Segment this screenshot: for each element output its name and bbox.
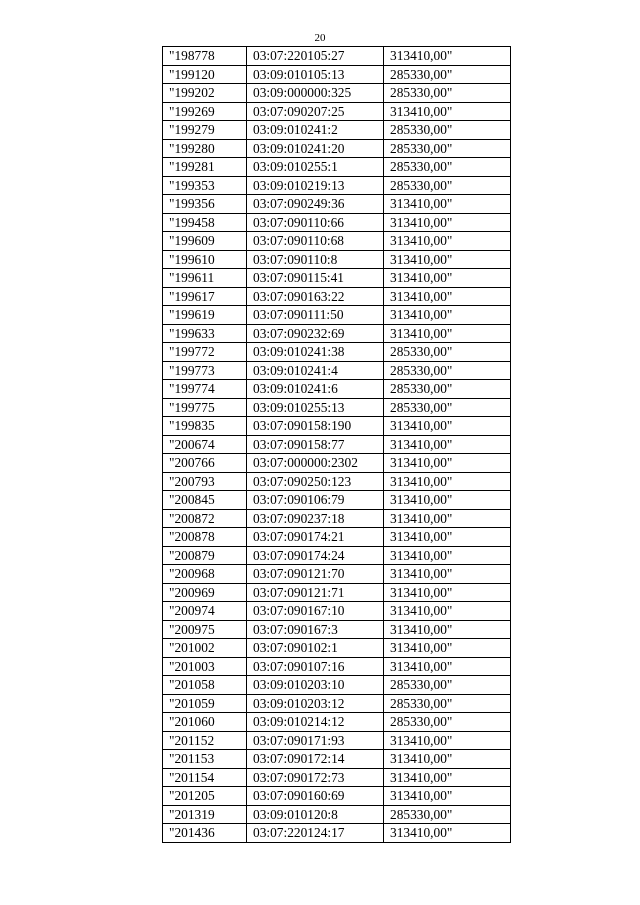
record-id-cell: "199772 [163,343,247,362]
amount-cell: 313410,00" [384,250,511,269]
record-id-cell: "200872 [163,509,247,528]
records-table [162,46,511,843]
cadastral-number-cell: 03:09:010120:8 [247,805,384,824]
table-row [163,121,511,140]
cadastral-number-cell: 03:09:010203:12 [247,694,384,713]
amount-cell: 285330,00" [384,176,511,195]
record-id-cell: "201002 [163,639,247,658]
cadastral-number-cell: 03:07:090167:3 [247,620,384,639]
table-row [163,398,511,417]
table-row [163,269,511,288]
record-id-cell: "199611 [163,269,247,288]
record-id-cell: "201205 [163,787,247,806]
amount-cell: 313410,00" [384,583,511,602]
table-row [163,232,511,251]
amount-cell: 285330,00" [384,805,511,824]
cadastral-number-cell: 03:07:090110:66 [247,213,384,232]
table-row [163,102,511,121]
amount-cell: 313410,00" [384,213,511,232]
amount-cell: 313410,00" [384,417,511,436]
amount-cell: 313410,00" [384,768,511,787]
table-row [163,472,511,491]
record-id-cell: "200878 [163,528,247,547]
table-row [163,639,511,658]
record-id-cell: "201058 [163,676,247,695]
cadastral-number-cell: 03:07:090158:190 [247,417,384,436]
table-row [163,213,511,232]
table-row [163,694,511,713]
table-row [163,602,511,621]
record-id-cell: "200968 [163,565,247,584]
table-row [163,380,511,399]
cadastral-number-cell: 03:09:010255:1 [247,158,384,177]
table-row [163,491,511,510]
record-id-cell: "199775 [163,398,247,417]
table-row [163,250,511,269]
cadastral-number-cell: 03:07:090106:79 [247,491,384,510]
amount-cell: 313410,00" [384,528,511,547]
table-row [163,750,511,769]
cadastral-number-cell: 03:07:090237:18 [247,509,384,528]
table-row [163,546,511,565]
table-row [163,509,511,528]
table-row [163,139,511,158]
amount-cell: 313410,00" [384,435,511,454]
cadastral-number-cell: 03:07:090232:69 [247,324,384,343]
amount-cell: 285330,00" [384,65,511,84]
table-row [163,565,511,584]
amount-cell: 313410,00" [384,232,511,251]
amount-cell: 285330,00" [384,398,511,417]
cadastral-number-cell: 03:07:220124:17 [247,824,384,843]
record-id-cell: "198778 [163,47,247,66]
amount-cell: 313410,00" [384,454,511,473]
table-row [163,65,511,84]
cadastral-number-cell: 03:07:090249:36 [247,195,384,214]
record-id-cell: "199633 [163,324,247,343]
cadastral-number-cell: 03:07:090172:14 [247,750,384,769]
record-id-cell: "200879 [163,546,247,565]
amount-cell: 313410,00" [384,639,511,658]
amount-cell: 313410,00" [384,269,511,288]
table-row [163,713,511,732]
table-row [163,343,511,362]
record-id-cell: "201319 [163,805,247,824]
record-id-cell: "199609 [163,232,247,251]
amount-cell: 313410,00" [384,657,511,676]
record-id-cell: "199269 [163,102,247,121]
cadastral-number-cell: 03:09:010241:20 [247,139,384,158]
record-id-cell: "201154 [163,768,247,787]
record-id-cell: "199281 [163,158,247,177]
cadastral-number-cell: 03:07:090207:25 [247,102,384,121]
table-row [163,324,511,343]
table-row [163,306,511,325]
record-id-cell: "199619 [163,306,247,325]
records-table-body [163,47,511,843]
amount-cell: 313410,00" [384,824,511,843]
table-row [163,195,511,214]
record-id-cell: "199773 [163,361,247,380]
amount-cell: 285330,00" [384,713,511,732]
amount-cell: 313410,00" [384,620,511,639]
record-id-cell: "199835 [163,417,247,436]
amount-cell: 313410,00" [384,491,511,510]
record-id-cell: "200845 [163,491,247,510]
cadastral-number-cell: 03:07:090158:77 [247,435,384,454]
amount-cell: 313410,00" [384,47,511,66]
table-row [163,47,511,66]
amount-cell: 313410,00" [384,287,511,306]
record-id-cell: "201003 [163,657,247,676]
amount-cell: 285330,00" [384,343,511,362]
cadastral-number-cell: 03:09:010214:12 [247,713,384,732]
page-number: 20 [314,32,326,44]
table-row [163,287,511,306]
cadastral-number-cell: 03:07:090107:16 [247,657,384,676]
amount-cell: 285330,00" [384,380,511,399]
cadastral-number-cell: 03:09:010241:38 [247,343,384,362]
cadastral-number-cell: 03:09:010241:6 [247,380,384,399]
amount-cell: 285330,00" [384,121,511,140]
amount-cell: 313410,00" [384,546,511,565]
cadastral-number-cell: 03:07:090160:69 [247,787,384,806]
cadastral-number-cell: 03:09:010241:2 [247,121,384,140]
cadastral-number-cell: 03:09:010255:13 [247,398,384,417]
record-id-cell: "199458 [163,213,247,232]
cadastral-number-cell: 03:09:010241:4 [247,361,384,380]
amount-cell: 313410,00" [384,509,511,528]
record-id-cell: "201436 [163,824,247,843]
record-id-cell: "200674 [163,435,247,454]
cadastral-number-cell: 03:07:090250:123 [247,472,384,491]
cadastral-number-cell: 03:07:090111:50 [247,306,384,325]
table-row [163,620,511,639]
table-row [163,676,511,695]
cadastral-number-cell: 03:09:010203:10 [247,676,384,695]
amount-cell: 313410,00" [384,602,511,621]
amount-cell: 285330,00" [384,361,511,380]
record-id-cell: "199610 [163,250,247,269]
record-id-cell: "199280 [163,139,247,158]
record-id-cell: "200766 [163,454,247,473]
table-row [163,176,511,195]
cadastral-number-cell: 03:07:090102:1 [247,639,384,658]
amount-cell: 285330,00" [384,158,511,177]
table-row [163,824,511,843]
record-id-cell: "200975 [163,620,247,639]
table-row [163,731,511,750]
table-row [163,361,511,380]
amount-cell: 285330,00" [384,676,511,695]
record-id-cell: "199120 [163,65,247,84]
amount-cell: 313410,00" [384,731,511,750]
cadastral-number-cell: 03:07:090121:70 [247,565,384,584]
amount-cell: 313410,00" [384,787,511,806]
table-row [163,657,511,676]
cadastral-number-cell: 03:09:010105:13 [247,65,384,84]
cadastral-number-cell: 03:07:090174:21 [247,528,384,547]
record-id-cell: "199202 [163,84,247,103]
amount-cell: 313410,00" [384,324,511,343]
record-id-cell: "199617 [163,287,247,306]
amount-cell: 313410,00" [384,306,511,325]
record-id-cell: "201060 [163,713,247,732]
table-row [163,583,511,602]
table-row [163,454,511,473]
table-row [163,417,511,436]
record-id-cell: "200974 [163,602,247,621]
cadastral-number-cell: 03:07:090171:93 [247,731,384,750]
amount-cell: 285330,00" [384,694,511,713]
record-id-cell: "201059 [163,694,247,713]
table-row [163,528,511,547]
record-id-cell: "201153 [163,750,247,769]
amount-cell: 285330,00" [384,139,511,158]
record-id-cell: "201152 [163,731,247,750]
table-row [163,805,511,824]
amount-cell: 313410,00" [384,750,511,769]
cadastral-number-cell: 03:07:090174:24 [247,546,384,565]
cadastral-number-cell: 03:09:000000:325 [247,84,384,103]
cadastral-number-cell: 03:07:220105:27 [247,47,384,66]
record-id-cell: "200793 [163,472,247,491]
record-id-cell: "199353 [163,176,247,195]
amount-cell: 313410,00" [384,565,511,584]
cadastral-number-cell: 03:07:090110:68 [247,232,384,251]
record-id-cell: "199356 [163,195,247,214]
table-row [163,768,511,787]
cadastral-number-cell: 03:09:010219:13 [247,176,384,195]
record-id-cell: "199774 [163,380,247,399]
table-row [163,158,511,177]
cadastral-number-cell: 03:07:000000:2302 [247,454,384,473]
cadastral-number-cell: 03:07:090167:10 [247,602,384,621]
cadastral-number-cell: 03:07:090163:22 [247,287,384,306]
amount-cell: 285330,00" [384,84,511,103]
cadastral-number-cell: 03:07:090172:73 [247,768,384,787]
amount-cell: 313410,00" [384,195,511,214]
cadastral-number-cell: 03:07:090110:8 [247,250,384,269]
amount-cell: 313410,00" [384,472,511,491]
amount-cell: 313410,00" [384,102,511,121]
table-row [163,435,511,454]
table-row [163,84,511,103]
cadastral-number-cell: 03:07:090115:41 [247,269,384,288]
cadastral-number-cell: 03:07:090121:71 [247,583,384,602]
table-row [163,787,511,806]
record-id-cell: "200969 [163,583,247,602]
record-id-cell: "199279 [163,121,247,140]
